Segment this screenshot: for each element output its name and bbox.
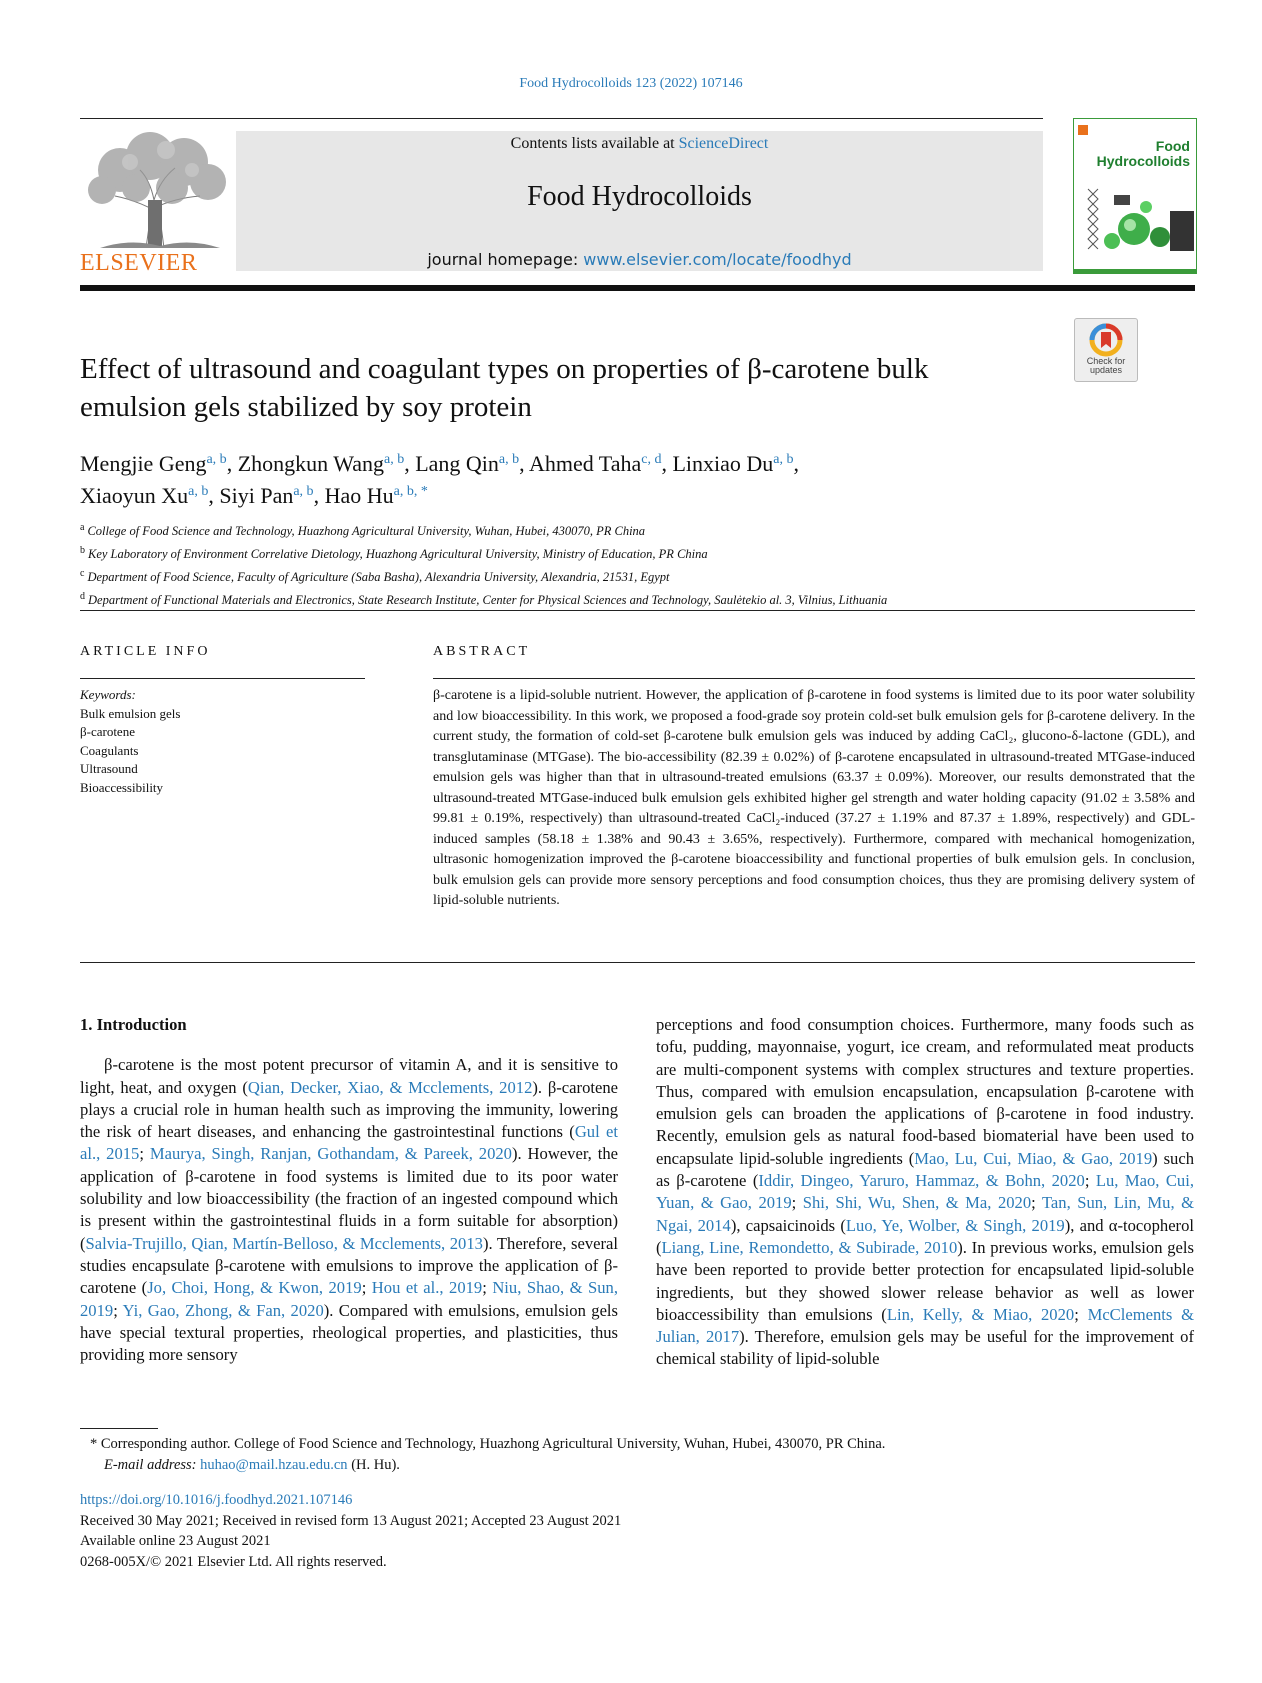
body-text: ), capsaicinoids ( [730,1215,846,1235]
citation-link[interactable]: Shi, Shi, Wu, Shen, & Ma, 2020 [802,1193,1032,1213]
body-text: ; [1084,1171,1096,1191]
body-column-right [656,1014,1194,1371]
corresponding-author: * Corresponding author. College of Food Science and Technology, Huazhong Agricultural University, Wuhan, Hubei, 430070, PR China. [90,1436,886,1452]
keywords-block [80,686,365,797]
keyword-item: Bulk emulsion gels [80,705,181,721]
author-affiliation-marker[interactable]: a, b [773,452,794,467]
body-text: ; [139,1144,150,1164]
footnote-rule [80,1428,158,1429]
body-text: ). β-carotene plays a crucial role in human health such as improving the immunity, lowering the risk of heart diseases, and enhancing the gastrointestinal functions ( [80,1077,619,1142]
author-separator: , [793,451,800,476]
check-updates-line-1: Check for [1086,356,1126,366]
body-text: ; [1074,1304,1088,1324]
body-text: ). Therefore, several studies encapsulate β-carotene with emulsions to improve the application of β-carotene ( [80,1233,618,1298]
citation-link[interactable]: Maurya, Singh, Ranjan, Gothandam, & Pareek, 2020 [149,1144,512,1164]
keyword-item: Coagulants [80,742,139,758]
affiliation-text: Department of Food Science, Faculty of Agriculture (Saba Basha), Alexandria University, Alexandria, 21531, Egypt [87,570,670,584]
author-name[interactable]: Hao Hu [324,483,394,508]
cover-title [1097,139,1190,169]
article-info-rule [80,678,365,679]
email-label: E-mail address: [104,1457,197,1473]
citation-link[interactable]: Gul et al., 2015 [80,1122,619,1164]
check-updates-line-2: updates [1089,365,1123,375]
journal-name: Food Hydrocolloids [527,181,752,212]
header-rule [80,118,1043,119]
body-text: ) such as β-carotene ( [656,1148,1195,1191]
article-info-heading: ARTICLE INFO [80,644,211,659]
author-name[interactable]: Ahmed Taha [528,451,642,476]
keyword-item: β-carotene [80,724,135,739]
author-name[interactable]: Linxiao Du [672,451,774,476]
check-updates-icon [1089,323,1123,357]
citation-link[interactable]: Lin, Kelly, & Miao, 2020 [886,1304,1075,1324]
citation-link[interactable]: Lu, Mao, Cui, Yuan, & Gao, 2019 [656,1171,1194,1213]
email-line [90,1455,1190,1476]
citation-link[interactable]: Qian, Decker, Xiao, & Mcclements, 2012 [247,1077,533,1097]
cover-title-line-2: Hydrocolloids [1096,153,1190,169]
author-affiliation-marker[interactable]: a, b [206,452,227,467]
citation-link[interactable]: Niu, Shao, & Sun, 2019 [80,1278,618,1320]
corresponding-footnote [90,1434,1190,1476]
section-heading: 1. Introduction [80,1015,187,1034]
author-name[interactable]: Xiaoyun Xu [80,483,189,508]
tree-icon [80,130,240,248]
affiliation-item [80,541,1195,564]
affiliation-mark: c [80,568,85,579]
article-title: Effect of ultrasound and coagulant types on properties of β-carotene bulk emulsion gels stabilized by soy protein [80,353,929,423]
affiliation-mark: b [80,545,85,556]
affiliation-text: Key Laboratory of Environment Correlative Dietology, Huazhong Agricultural University, Ministry of Education, PR China [88,547,708,561]
affiliation-mark: a [80,522,85,533]
citation-link[interactable]: McClements & Julian, 2017 [656,1304,1195,1347]
author-separator: , [226,451,238,476]
copyright: 0268-005X/© 2021 Elsevier Ltd. All rights reserved. [80,1553,387,1570]
author-name[interactable]: Mengjie Geng [80,451,207,476]
homepage-line [236,250,1043,269]
author-affiliation-marker[interactable]: a, b [293,484,314,499]
contents-prefix: Contents lists available at [510,135,679,152]
body-text: ; [361,1278,372,1298]
author-separator: , [404,451,416,476]
citation-link[interactable]: Salvia-Trujillo, Qian, Martín-Belloso, & Mcclements, 2013 [85,1233,483,1253]
separator-rule [80,610,1195,611]
email-suffix: (H. Hu). [347,1457,400,1473]
body-text: ). Compared with emulsions, emulsion gels have special textural properties, rheological properties, and plasticities, thus providing more sensory [80,1300,619,1365]
sciencedirect-link[interactable]: ScienceDirect [678,135,769,152]
affiliation-item [80,587,1195,610]
author-separator: , [519,451,529,476]
citation-link[interactable]: Jo, Choi, Hong, & Kwon, 2019 [147,1278,362,1298]
author-separator: , [208,483,220,508]
author-affiliation-marker[interactable]: a, b [498,452,520,467]
doi-link[interactable]: https://doi.org/10.1016/j.foodhyd.2021.107146 [80,1492,353,1508]
citation-link[interactable]: Tan, Sun, Lin, Mu, & Ngai, 2014 [656,1193,1194,1235]
keyword-list [80,705,365,798]
body-text: ; [113,1300,123,1320]
body-paragraph-continued [656,1014,1194,1371]
affiliation-mark: d [80,591,85,602]
citation-link[interactable]: Liang, Line, Remondetto, & Subirade, 2010 [661,1237,958,1257]
email-link[interactable]: huhao@mail.hzau.edu.cn [200,1457,348,1473]
affiliation-list [80,518,1195,610]
citation-link[interactable]: Mao, Lu, Cui, Miao, & Gao, 2019 [914,1148,1153,1168]
body-text: ). Therefore, emulsion gels may be useful for the improvement of chemical stability of lipid-soluble [656,1327,1194,1369]
abstract-heading: ABSTRACT [433,644,531,659]
body-column-left [80,1014,618,1366]
body-text: ), and α-tocopherol ( [656,1215,1194,1257]
body-text: perceptions and food consumption choices. Furthermore, many foods such as tofu, pudding, mayonnaise, yogurt, ice cream, and reformulated meat products are multi-component systems with complex structures and texture properties. Thus, compared with emulsion encapsulation, encapsulation β-carotene with emulsion gels can broaden the applications of β-carotene in food industry. Recently, emulsion gels as natural food-based biomaterial have been used to encapsulate lipid-soluble ingredients ( [656,1015,1194,1168]
cover-title-line-1: Food [1155,138,1190,154]
author-name[interactable]: Lang Qin [415,451,499,476]
author-list [80,446,1080,510]
affiliation-item [80,518,1195,541]
affiliation-text: Department of Functional Materials and Electronics, State Research Institute, Center for Physical Sciences and Technology, Saulėtekio al. 3, Vilnius, Lithuania [88,593,888,607]
keywords-heading: Keywords: [80,687,136,702]
body-text: ; [791,1193,803,1213]
homepage-prefix: journal homepage: [427,250,584,269]
check-for-updates-button[interactable] [1074,318,1138,382]
author-separator: , [661,451,673,476]
citation-link[interactable]: Iddir, Dingeo, Yaruro, Hammaz, & Bohn, 2020 [758,1171,1085,1191]
article-meta [80,1490,880,1572]
author-affiliation-marker[interactable]: a, b, * [393,484,428,499]
check-updates-label [1075,357,1137,375]
body-text: ). However, the application of β-carotene in food systems is limited due to its poor water solubility and low bioaccessibility (the fraction of an ingested compound which is present within the gastrointestinal fluids in a form suitable for absorption) ( [80,1144,619,1253]
affiliation-text: College of Food Science and Technology, Huazhong Agricultural University, Wuhan, Hubei, 430070, PR China [87,524,646,538]
author-name[interactable]: Siyi Pan [219,483,294,508]
available-online: Available online 23 August 2021 [80,1533,271,1549]
contents-line [236,135,1043,153]
keyword-item: Bioaccessibility [80,779,164,795]
citation-link[interactable]: Luo, Ye, Wolber, & Singh, 2019 [845,1215,1065,1235]
author-affiliation-marker[interactable]: a, b [188,484,209,499]
affiliation-item [80,564,1195,587]
separator-rule-2 [80,962,1195,963]
keyword-item: Ultrasound [80,761,138,776]
author-separator: , [313,483,325,508]
author-name[interactable]: Zhongkun Wang [237,451,384,476]
journal-reference[interactable]: Food Hydrocolloids 123 (2022) 107146 [519,76,743,91]
body-text: ; [1031,1193,1042,1213]
body-text: ). In previous works, emulsion gels have been reported to provide better protection for encapsulated lipid-soluble ingredients, but they showed slower release behavior as well as lower bioaccessibility than emulsions ( [656,1237,1194,1324]
journal-cover[interactable] [1073,118,1197,274]
abstract-text: β-carotene is a lipid-soluble nutrient. However, the application of β-carotene in food systems is limited due to its poor water solubility and low bioaccessibility. In this work, we proposed a food-grade soy protein cold-set bulk emulsion gels for β-carotene delivery. In the current study, the formation of cold-set β-carotene bulk emulsion gels was induced by adding CaCl₂, glucono-δ-lactone (GDL), and transglutaminase (MTGase). The bio-accessibility (82.39 ± 0.02%) of β-carotene encapsulated in ultrasound-treated MTGase-induced emulsion gels was higher than that in ultrasound-treated emulsions (63.37 ± 0.09%). Moreover, our results demonstrated that the ultrasound-treated MTGase-induced bulk emulsion gels exhibited higher gel strength and water holding capacity (91.02 ± 3.58% and 99.81 ± 0.19%, respectively) than ultrasound-treated CaCl₂-induced (37.27 ± 1.19% and 87.37 ± 1.89%, respectively) and GDL-induced samples (58.18 ± 1.38% and 90.43 ± 3.65%, respectively). Furthermore, compared with mechanical homogenization, ultrasonic homogenization improved the β-carotene bioaccessibility and functional properties of bulk emulsion gels. In conclusion, bulk emulsion gels can provide more sensory perceptions and food consumption choices, thus they are promising delivery system of lipid-soluble nutrients. [433,688,1195,908]
journal-homepage-link[interactable]: www.elsevier.com/locate/foodhyd [583,250,852,269]
citation-link[interactable]: Yi, Gao, Zhong, & Fan, 2020 [122,1300,324,1320]
citation-link[interactable]: Hou et al., 2019 [371,1278,483,1298]
abstract-rule [433,678,1195,679]
body-text: β-carotene is the most potent precursor of vitamin A, and it is sensitive to light, heat, and oxygen ( [80,1055,618,1097]
author-affiliation-marker[interactable]: c, d [641,452,662,467]
journal-banner [236,131,1043,271]
body-paragraph [80,1054,618,1366]
header-thick-rule [80,285,1195,291]
publisher-wordmark: ELSEVIER [80,250,198,276]
author-affiliation-marker[interactable]: a, b [384,452,405,467]
body-text: ; [482,1278,493,1298]
received-dates: Received 30 May 2021; Received in revised form 13 August 2021; Accepted 23 August 2021 [80,1512,622,1529]
